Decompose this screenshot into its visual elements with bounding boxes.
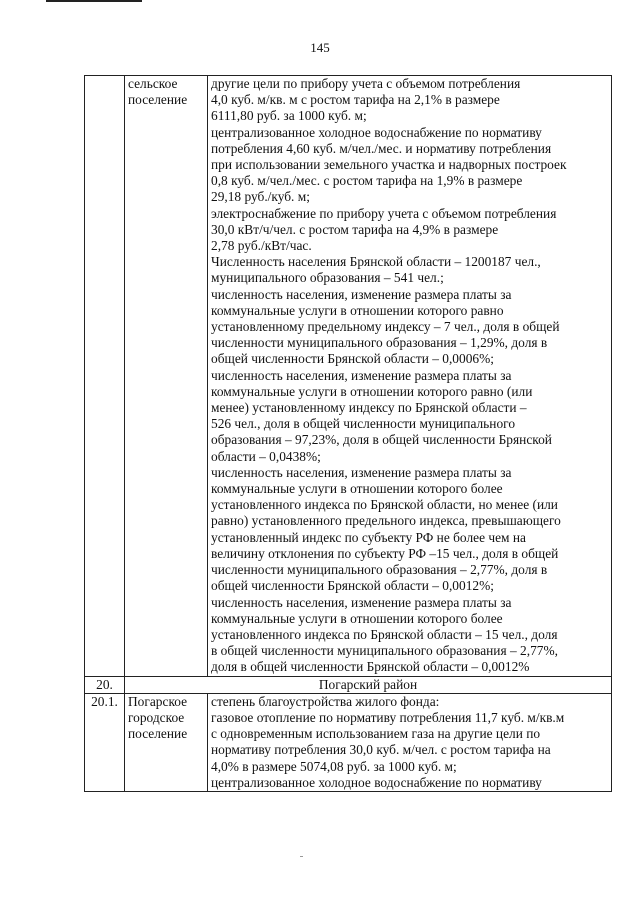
text-line: установленного индекса по Брянской области – 15 чел., доля xyxy=(211,626,558,642)
tariff-table xyxy=(84,75,612,792)
text-line: установленный индекс по субъекту РФ не более чем на xyxy=(211,529,526,545)
text-line: коммунальные услуги в отношении которого равно xyxy=(211,302,504,318)
text-line: централизованное холодное водоснабжение по нормативу xyxy=(211,774,542,790)
text-line: общей численности Брянской области – 0,0006%; xyxy=(211,351,494,367)
text-line: в общей численности муниципального образования – 2,77%, xyxy=(211,643,558,659)
text-line: нормативу потребления 30,0 куб. м/чел. с ростом тарифа на xyxy=(211,742,551,758)
table-row xyxy=(85,76,612,677)
text-line: централизованное холодное водоснабжение по нормативу xyxy=(211,124,542,140)
text-line: численности муниципального образования – 2,77%, доля в xyxy=(211,562,548,578)
text-line: 30,0 кВт/ч/чел. с ростом тарифа на 4,9% в размере xyxy=(211,221,499,237)
text-line: 4,0% в размере 5074,08 руб. за 1000 куб. м; xyxy=(211,758,457,774)
text-line: численность населения, изменение размера платы за xyxy=(211,464,512,480)
text-line: потребления 4,60 куб. м/чел./мес. и нормативу потребления xyxy=(211,140,552,156)
settlement-name xyxy=(125,693,208,791)
text-line: газовое отопление по нормативу потребления 11,7 куб. м/кв.м xyxy=(211,709,565,725)
tariff-description xyxy=(208,76,612,677)
settlement-name-line: городское xyxy=(128,709,185,725)
district-title: Погарский район xyxy=(125,676,612,693)
text-line: 4,0 куб. м/кв. м с ростом тарифа на 2,1% в размере xyxy=(211,92,500,108)
text-line: 6111,80 руб. за 1000 куб. м; xyxy=(211,108,367,124)
text-line: численность населения, изменение размера платы за xyxy=(211,594,512,610)
text-line: 29,18 руб./куб. м; xyxy=(211,189,310,205)
row-number xyxy=(85,76,125,677)
settlement-name-line: поселение xyxy=(128,92,188,108)
settlement-name-line: сельское xyxy=(128,76,178,91)
text-line: установленного индекса по Брянской области, но менее (или xyxy=(211,497,558,513)
text-line: образования – 97,23%, доля в общей численности Брянской xyxy=(211,432,552,448)
tariff-description xyxy=(208,693,612,791)
text-line: общей численности Брянской области – 0,0012%; xyxy=(211,578,494,594)
row-number: 20.1. xyxy=(85,693,125,791)
text-line: Численность населения Брянской области – 1200187 чел., xyxy=(211,254,541,270)
section-row xyxy=(85,676,612,693)
text-line: другие цели по прибору учета с объемом потребления xyxy=(211,76,521,91)
text-line: 526 чел., доля в общей численности муниципального xyxy=(211,416,516,432)
text-line: электроснабжение по прибору учета с объемом потребления xyxy=(211,205,557,221)
row-number: 20. xyxy=(85,676,125,693)
text-line: коммунальные услуги в отношении которого более xyxy=(211,610,503,626)
text-line: численность населения, изменение размера платы за xyxy=(211,367,512,383)
text-line: 0,8 куб. м/чел./мес. с ростом тарифа на 1,9% в размере xyxy=(211,173,523,189)
text-line: при использовании земельного участка и надворных построек xyxy=(211,157,567,173)
text-line: коммунальные услуги в отношении которого более xyxy=(211,481,503,497)
page-number: 145 xyxy=(310,40,330,55)
settlement-name-line: Погарское xyxy=(128,693,188,709)
text-line: с одновременным использованием газа на другие цели по xyxy=(211,726,541,742)
text-line: муниципального образования – 541 чел.; xyxy=(211,270,444,286)
settlement-name xyxy=(125,76,208,677)
text-line: степень благоустройства жилого фонда: xyxy=(211,693,440,709)
text-line: численности муниципального образования – 1,29%, доля в xyxy=(211,335,548,351)
text-line: области – 0,0438%; xyxy=(211,448,321,464)
table-row xyxy=(85,693,612,791)
scan-speck xyxy=(300,856,303,857)
text-line: доля в общей численности Брянской области – 0,0012% xyxy=(211,659,530,675)
text-line: величину отклонения по субъекту РФ –15 чел., доля в общей xyxy=(211,545,559,561)
text-line: установленному предельному индексу – 7 чел., доля в общей xyxy=(211,319,560,335)
text-line: 2,78 руб./кВт/час. xyxy=(211,238,312,254)
text-line: менее) установленному индексу по Брянской области – xyxy=(211,400,527,416)
settlement-name-line: поселение xyxy=(128,726,188,742)
text-line: равно) установленного предельного индекса, превышающего xyxy=(211,513,561,529)
text-line: коммунальные услуги в отношении которого равно (или xyxy=(211,383,533,399)
header-rule xyxy=(46,0,142,2)
text-line: численность населения, изменение размера платы за xyxy=(211,286,512,302)
